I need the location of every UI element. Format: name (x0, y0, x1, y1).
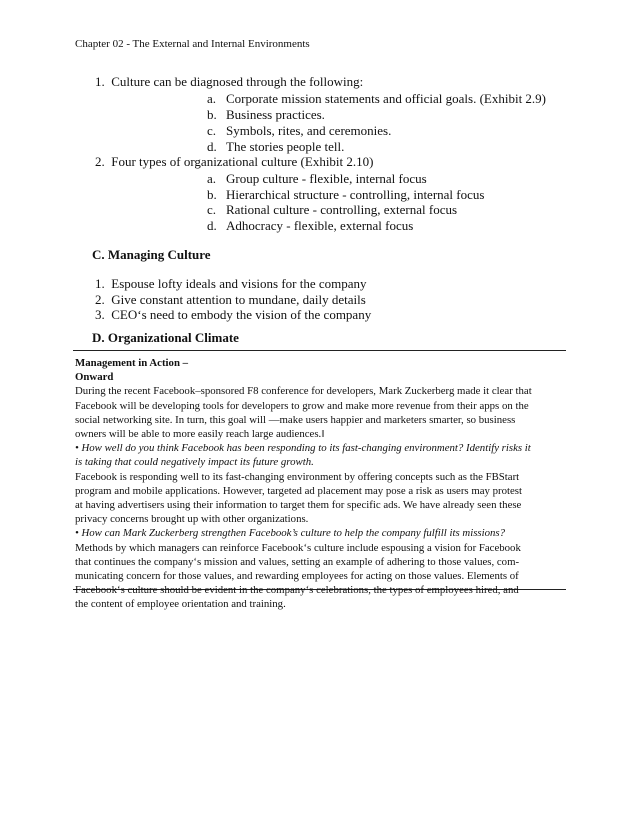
list-text: Give constant attention to mundane, daily details (111, 292, 366, 307)
section-heading: C. Managing Culture (92, 247, 211, 262)
list-item (95, 307, 371, 323)
list-number: 2. (95, 154, 105, 169)
answer-line: Facebook‘s culture should be evident in the company‘s celebrations, the types of employees hired, and (75, 584, 519, 597)
sub-item (207, 107, 325, 123)
list-number: 1. (95, 276, 105, 291)
answer-line: the content of employee orientation and training. (75, 598, 286, 611)
box-subtitle: Onward (75, 371, 114, 384)
answer-line: privacy concerns brought up with other organizations. (75, 513, 309, 526)
answer-line: Methods by which managers can reinforce Facebook‘s culture include espousing a vision for Facebook (75, 541, 521, 554)
list-number: 2. (95, 292, 105, 307)
intro-line: social networking site. In turn, this goal will ―make users happier and marketers smarter, so business (75, 413, 516, 426)
sub-item (207, 139, 344, 155)
list-number: 3. (95, 307, 105, 322)
intro-line: owners will be able to more easily reach large audiences.‖ (75, 428, 325, 441)
sub-text: Symbols, rites, and ceremonies. (226, 123, 392, 138)
sub-item (207, 187, 484, 203)
sub-letter: c. (207, 123, 217, 138)
intro-line: During the recent Facebook–sponsored F8 conference for developers, Mark Zuckerberg made it clear that (75, 385, 532, 398)
sub-letter: a. (207, 171, 217, 186)
sub-item (207, 91, 546, 107)
sub-letter: b. (207, 107, 217, 122)
sub-item (207, 202, 457, 218)
sub-letter: a. (207, 91, 217, 106)
sub-text: Corporate mission statements and official goals. (Exhibit 2.9) (226, 91, 547, 106)
question-line: is taking that could negatively impact its future growth. (75, 456, 314, 469)
list-text: CEO‘s need to embody the vision of the company (111, 307, 372, 322)
intro-line: Facebook will be developing tools for developers to grow and make more revenue from their apps on the (75, 399, 529, 412)
sub-letter: c. (207, 202, 217, 217)
sub-letter: d. (207, 139, 217, 154)
box-content (75, 356, 565, 612)
section-heading: D. Organizational Climate (92, 330, 239, 345)
list-item (95, 292, 366, 308)
answer-line: municating concern for those values, and rewarding employees for acting on those values. Elements of (75, 570, 519, 583)
sub-item (207, 123, 391, 139)
answer-line: at having advertisers using their information to target them for specific ads. We have already seen these (75, 499, 522, 512)
question-line: • How can Mark Zuckerberg strengthen Facebook’s culture to help the company fulfill its missions? (75, 527, 505, 540)
sub-item (207, 171, 427, 187)
sub-letter: d. (207, 218, 217, 233)
answer-line: Facebook is responding well to its fast-changing environment by offering concepts such as the FBStart (75, 470, 520, 483)
sub-text: Business practices. (226, 107, 325, 122)
answer-line: that continues the company‘s mission and values, setting an example of adhering to those values, com- (75, 555, 520, 568)
sub-text: The stories people tell. (226, 139, 345, 154)
answer-line: program and mobile applications. However, targeted ad placement may pose a risk as users may protest (75, 484, 523, 497)
box-title: Management in Action – (75, 357, 189, 369)
sub-item (207, 218, 413, 234)
sub-text: Rational culture - controlling, external focus (226, 202, 458, 217)
list-item (95, 276, 367, 292)
list-item (95, 154, 373, 170)
list-number: 1. (95, 74, 105, 89)
list-text: Culture can be diagnosed through the following: (111, 74, 364, 89)
list-text: Four types of organizational culture (Exhibit 2.10) (111, 154, 374, 169)
sub-text: Hierarchical structure - controlling, internal focus (226, 187, 485, 202)
question-line: • How well do you think Facebook has been responding to its fast-changing environment? Identify risks it (75, 442, 531, 455)
list-text: Espouse lofty ideals and visions for the company (111, 276, 367, 291)
management-in-action-box (73, 350, 566, 611)
sub-letter: b. (207, 187, 217, 202)
list-item (95, 74, 363, 90)
sub-text: Adhocracy - flexible, external focus (226, 218, 414, 233)
page-header: Chapter 02 - The External and Internal Environments (75, 38, 310, 50)
sub-text: Group culture - flexible, internal focus (226, 171, 427, 186)
